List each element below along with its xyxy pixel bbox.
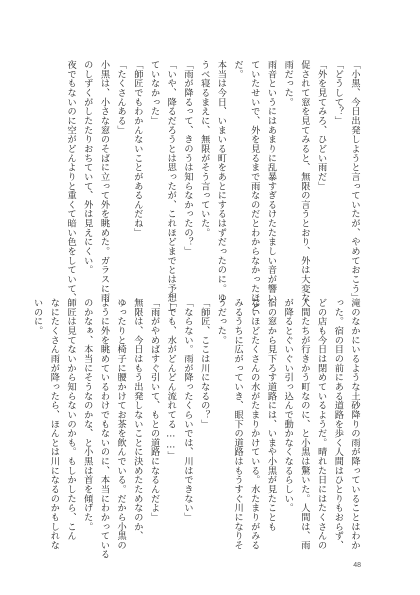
upper-text-line: 小黒は、小さな窓のそばに立って外を眺めた。ガラスに雨 (98, 60, 110, 303)
lower-text-line: 滝のなかにいるような土砂降りの雨が降っていることはわか (349, 298, 360, 550)
upper-text-line: 「小黒、今日出発しようと言っていたが、やめておこう」 (349, 60, 360, 303)
upper-text-line: 本当は今日、いまいる町をあとにするはずだったのに。ゆ (215, 60, 227, 303)
lower-text-line: 無限は、今日はもう出発しないことに決めたためなのか、 (131, 298, 143, 541)
page-number: 48 (353, 562, 361, 569)
lower-text-line: 「師匠、ここは川になるの？」 (198, 298, 210, 429)
upper-text-line: 「どうして？」 (332, 60, 344, 126)
upper-text-line: 雨だった。 (282, 60, 294, 107)
upper-text-line: ていたせいで、外を見るまで雨なのだとわからなかったほど (248, 60, 260, 312)
lower-text-line: 師匠は見てないから知らないのかも。もしかしたら、こん (65, 298, 77, 541)
upper-text-line: うべ寝るまえに、無限がそう言っていた。 (198, 60, 210, 238)
lower-text-line: ように外を眺めているわけでもないのに、本当にわかっている (98, 298, 110, 559)
upper-text-block (61, 60, 362, 312)
upper-text-line: 夜でもないのに空がどんよりと重くて暗い色をしていて、 (65, 60, 77, 303)
upper-text-line: 「いや、降るだろうとは思ったが、これほどまでとは予想し (165, 60, 177, 312)
upper-text-line: 「たくさんある」 (115, 60, 127, 135)
lower-text-line: どの店も今日は閉めているようだ。晴れた日にはたくさんの (315, 298, 327, 550)
upper-text-line: 「雨が降るって、きのうは知らなかったの？」 (181, 60, 193, 256)
lower-text-line: いのに。 (31, 298, 43, 336)
lower-text-line: 宿の窓から見下ろす道路には、いまや小黒が見たことも (265, 298, 277, 531)
upper-text-line: 雨音というにはあまりに乱暴すぎるけたたましい音が響い (265, 60, 277, 303)
upper-text-line: 促されて窓を見てみると、無限の言うとおり、外は大変な (298, 60, 310, 303)
upper-text-line: のしずくがしたたりおちていて、外は見えにくい。 (81, 60, 93, 275)
lower-text-line: が降るとぐいぐい引っ込んで動かなくなるらしい。 (282, 298, 294, 513)
lower-text-line: 「雨がやめばすぐ引いて、もとの道路になるんだよ」 (148, 298, 160, 522)
lower-text-block (28, 298, 362, 559)
upper-text-line: だ。 (232, 60, 244, 79)
lower-text-line: うだった。 (215, 298, 227, 345)
upper-text-line: 「師匠でもわかんないことがあるんだね」 (131, 60, 143, 238)
upper-text-line: 「外を見てみろ、ひどい雨だ」 (315, 60, 327, 191)
upper-text-line: ていなかった」 (148, 60, 160, 126)
lower-text-line: なにたくさん雨が降ったら、ほんとは川になるのかもしれな (48, 298, 60, 550)
lower-text-line: のかなぁ、本当にそうなのかな、と小黒は首を傾げた。 (81, 298, 93, 531)
lower-text-line: った。宿の目の前にある道路を歩く人間はひとりもおらず、 (332, 298, 344, 550)
lower-text-line: ゆったりと椅子に腰かけてお茶を飲んでいる。だから小黒の (115, 298, 127, 550)
lower-text-line: ないほどたくさんの水がたまりかけている。水たまりがみる (248, 298, 260, 550)
lower-text-line: 人間たちが行きかう町なのに、と小黒は驚いた。人間は、雨 (298, 298, 310, 550)
lower-text-line: みるうちに広がっていき、眼下の道路はもうすぐ川になりそ (232, 298, 244, 550)
lower-text-line: 「ならない。雨が降ったくらいでは、川はできない」 (181, 298, 193, 522)
lower-text-line: 「でも、水がどんどん流れてる……」 (165, 298, 177, 461)
